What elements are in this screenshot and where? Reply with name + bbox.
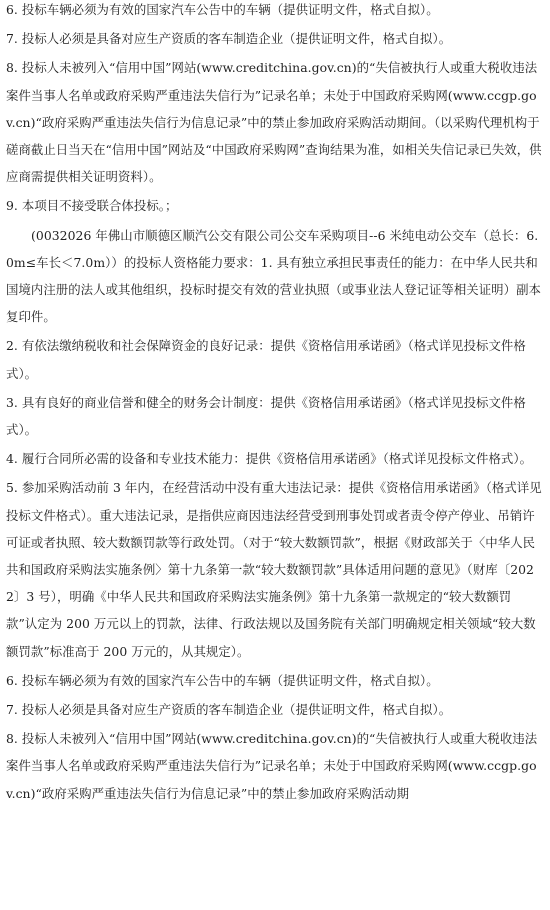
paragraph-item-9: 9. 本项目不接受联合体投标。； [6,198,178,214]
bottom-watermark-fade [0,870,550,910]
paragraph-item-3: 3. 具有良好的商业信誉和健全的财务会计制度：提供《资格信用承诺函》（格式详见投标文件格式）。 [6,394,526,438]
paragraph-item-7: 7. 投标人必须是具备对应生产资质的客车制造企业（提供证明文件，格式自拟）。 [6,31,452,47]
paragraph-item-8-repeat: 8. 投标人未被列入“信用中国”网站(www.creditchina.gov.cn)的“失信被执行人或重大税收违法案件当事人名单或政府采购严重违法失信行为”记录名单；未处于中国政府采购网(www.ccgp.gov.cn)“政府采购严重违法失信行为信息记录”中的禁止参加政府采购活动期 [6,731,538,801]
paragraph-item-6-repeat: 6. 投标车辆必须为有效的国家汽车公告中的车辆（提供证明文件，格式自拟）。 [6,672,439,688]
paragraph-item-7-repeat: 7. 投标人必须是具备对应生产资质的客车制造企业（提供证明文件，格式自拟）。 [6,702,452,718]
paragraph-item-4: 4. 履行合同所必需的设备和专业技术能力：提供《资格信用承诺函》（格式详见投标文件格式）。 [6,451,533,467]
paragraph-item-8: 8. 投标人未被列入“信用中国”网站(www.creditchina.gov.cn)的“失信被执行人或重大税收违法案件当事人名单或政府采购严重违法失信行为”记录名单；未处于中国政府采购网(www.ccgp.gov.cn)“政府采购严重违法失信行为信息记录”中的禁止参加政府采购活动期间。（以采购代理机构于磋商截止日当天在“信用中国”网站及“中国政府采购网”查询结果为准，如相关失信记录已失效，供应商需提供相关证明资料）。 [6,60,542,185]
paragraph-item-6: 6. 投标车辆必须为有效的国家汽车公告中的车辆（提供证明文件，格式自拟）。 [6,2,439,17]
paragraph-item-5: 5. 参加采购活动前 3 年内，在经营活动中没有重大违法记录：提供《资格信用承诺函》（格式详见投标文件格式）。重大违法记录，是指供应商因违法经营受到刑事处罚或者责令停产停业、吊销许可证或者执照、较大数额罚款等行政处罚。（对于“较大数额罚款”，根据《财政部关于〈中华人民共和国政府采购法实施条例〉第十九条第一款“较大数额罚款”具体适用问题的意见》（财库〔2022〕3 号），明确《中华人民共和国政府采购法实施条例》第十九条第一款规定的“较大数额罚款”认定为 200 万元以上的罚款，法律、行政法规以及国务院有关部门明确规定相关领域“较大数额罚款”标准高于 200 万元的，从其规定）。 [6,480,542,659]
paragraph-lot-requirements: (0032026 年佛山市顺德区顺汽公交有限公司公交车采购项目--6 米纯电动公交车（总长：6.0m≤车长＜7.0m））的投标人资格能力要求：1. 具有独立承担民事责任的能力：在中华人民共和国境内注册的法人或其他组织，投标时提交有效的营业执照（或事业法人登记证等相关证明）副本复印件。 [6,227,541,325]
paragraph-item-2: 2. 有依法缴纳税收和社会保障资金的良好记录：提供《资格信用承诺函》（格式详见投标文件格式）。 [6,338,526,381]
